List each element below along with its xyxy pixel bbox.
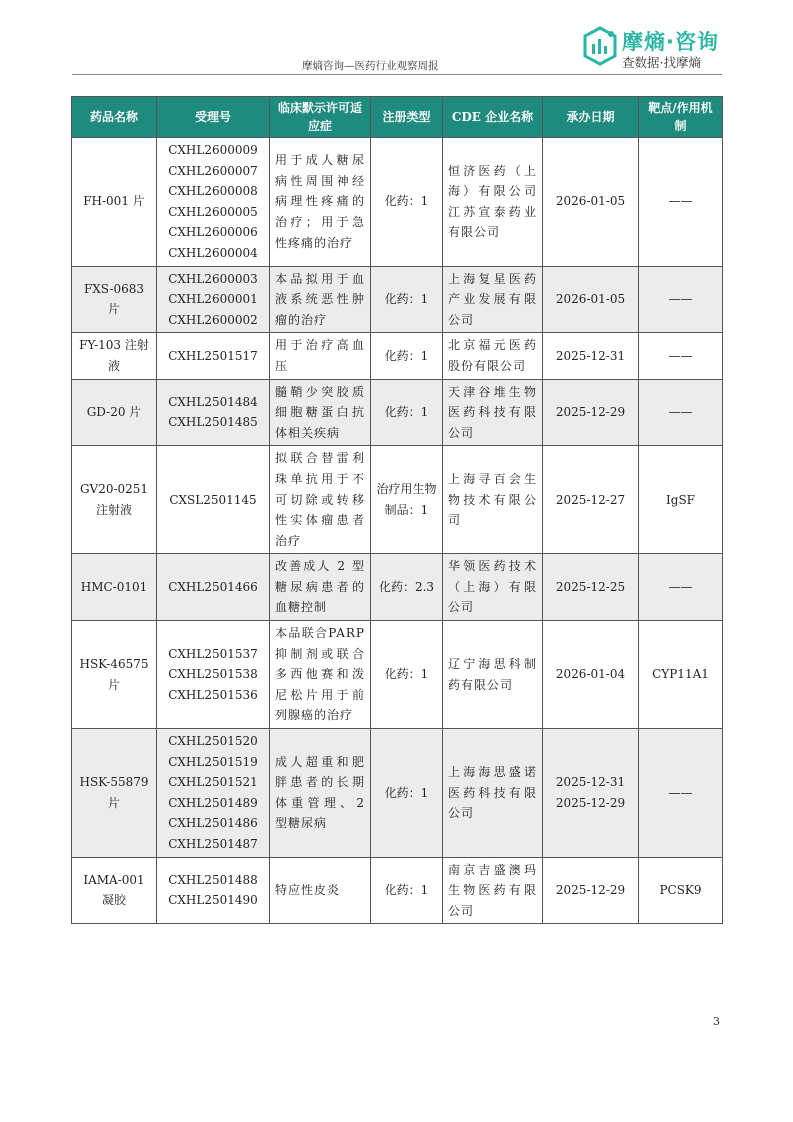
- date-cell: [543, 333, 639, 379]
- target-cell: ——: [639, 729, 723, 858]
- acceptance-code: CXHL2600007: [168, 163, 258, 178]
- indication-cell: 本品联合PARP 抑制剂或联合多西他赛和泼尼松片用于前列腺癌的治疗: [270, 621, 371, 729]
- col-header-target: 靶点/作用机制: [639, 97, 723, 138]
- company-cell: 天津谷堆生物医药科技有限公司: [443, 379, 543, 446]
- date-cell: [543, 857, 639, 924]
- company-cell: 上海复星医药产业发展有限公司: [443, 266, 543, 333]
- target-cell: ——: [639, 138, 723, 267]
- acceptance-code: CXHL2501484: [168, 394, 258, 409]
- acceptance-code: CXHL2600001: [168, 292, 258, 307]
- acceptance-code-cell: [157, 379, 270, 446]
- table-row: [72, 857, 723, 924]
- table-header-row: [72, 97, 723, 138]
- indication-cell: 拟联合替雷利珠单抗用于不可切除或转移性实体瘤患者治疗: [270, 446, 371, 554]
- indication-cell: 改善成人 2 型糖尿病患者的血糖控制: [270, 554, 371, 621]
- registration-type-cell: 化药：1: [371, 333, 443, 379]
- col-header-company: CDE 企业名称: [443, 97, 543, 138]
- logo-name: 摩熵·咨询: [622, 30, 719, 54]
- acceptance-code: CXHL2600002: [168, 312, 258, 327]
- date-cell: [543, 729, 639, 858]
- date-cell: [543, 138, 639, 267]
- drug-name-cell: FH-001 片: [72, 138, 157, 267]
- drug-name-cell: FY-103 注射液: [72, 333, 157, 379]
- date-cell: [543, 554, 639, 621]
- date-cell: [543, 266, 639, 333]
- indication-cell: 用于治疗高血压: [270, 333, 371, 379]
- registration-type-cell: 化药：1: [371, 857, 443, 924]
- acceptance-code-cell: [157, 857, 270, 924]
- col-header-date: 承办日期: [543, 97, 639, 138]
- acceptance-code: CXHL2501488: [168, 872, 258, 887]
- undertake-date: 2026-01-04: [555, 667, 626, 682]
- acceptance-code-cell: [157, 554, 270, 621]
- registration-type-cell: 化药：1: [371, 621, 443, 729]
- acceptance-code: CXHL2501520: [168, 734, 258, 749]
- table-row: [72, 333, 723, 379]
- acceptance-code: CXHL2501487: [168, 837, 258, 851]
- acceptance-code: CXHL2501485: [168, 415, 258, 430]
- company-cell: 华领医药技术（上海）有限公司: [443, 554, 543, 621]
- registration-type-cell: 治疗用生物制品：1: [371, 446, 443, 554]
- undertake-date: 2025-12-29: [555, 883, 626, 898]
- undertake-date: 2025-12-29: [555, 405, 626, 420]
- company-cell: 南京吉盛澳玛生物医药有限公司: [443, 857, 543, 924]
- undertake-date: 2025-12-31: [555, 775, 626, 790]
- col-header-drug: 药品名称: [72, 97, 157, 138]
- acceptance-code-cell: [157, 729, 270, 858]
- col-header-code: 受理号: [157, 97, 270, 138]
- logo-tagline: 查数据·找摩熵: [622, 55, 701, 70]
- drug-name-cell: IAMA-001 凝胶: [72, 857, 157, 924]
- acceptance-code: CXHL2600008: [168, 184, 258, 199]
- undertake-date: 2025-12-27: [555, 492, 626, 507]
- col-header-indication: 临床默示许可适应症: [270, 97, 371, 138]
- acceptance-code: CXHL2501537: [168, 646, 258, 661]
- table-row: [72, 379, 723, 446]
- undertake-date: 2026-01-05: [555, 194, 626, 209]
- indication-cell: 本品拟用于血液系统恶性肿瘤的治疗: [270, 266, 371, 333]
- logo-mark-icon: [582, 26, 618, 66]
- table-row: [72, 266, 723, 333]
- undertake-date: 2025-12-29: [555, 795, 626, 810]
- acceptance-code: CXSL2501145: [169, 492, 257, 507]
- company-cell: 辽宁海思科制药有限公司: [443, 621, 543, 729]
- acceptance-code: CXHL2501490: [168, 893, 258, 908]
- acceptance-code: CXHL2600009: [168, 143, 258, 157]
- indication-cell: 成人超重和肥胖患者的长期体重管理、2 型糖尿病: [270, 729, 371, 858]
- target-cell: CYP11A1: [639, 621, 723, 729]
- acceptance-code: CXHL2600003: [168, 271, 258, 286]
- drug-name-cell: HSK-46575 片: [72, 621, 157, 729]
- registration-type-cell: 化药：1: [371, 729, 443, 858]
- undertake-date: 2026-01-05: [555, 292, 626, 307]
- brand-logo: [582, 22, 722, 72]
- date-cell: [543, 379, 639, 446]
- drug-name-cell: HSK-55879 片: [72, 729, 157, 858]
- table-row: [72, 446, 723, 554]
- company-cell: 上海寻百会生物技术有限公司: [443, 446, 543, 554]
- target-cell: ——: [639, 554, 723, 621]
- acceptance-code: CXHL2501486: [168, 816, 258, 831]
- table-body: [72, 138, 723, 924]
- date-cell: [543, 446, 639, 554]
- page-number: 3: [713, 1015, 720, 1028]
- target-cell: IgSF: [639, 446, 723, 554]
- indication-cell: 用于成人糖尿病性周围神经病理性疼痛的治疗；用于急性疼痛的治疗: [270, 138, 371, 267]
- acceptance-code: CXHL2600004: [168, 245, 258, 260]
- drug-name-cell: FXS-0683 片: [72, 266, 157, 333]
- acceptance-code: CXHL2600005: [168, 204, 258, 219]
- drug-name-cell: GD-20 片: [72, 379, 157, 446]
- acceptance-code: CXHL2501521: [168, 775, 258, 790]
- acceptance-code: CXHL2501536: [168, 687, 258, 702]
- page-header: [72, 22, 722, 75]
- acceptance-code: CXHL2501538: [168, 667, 258, 682]
- registration-type-cell: 化药：1: [371, 266, 443, 333]
- table-row: [72, 138, 723, 267]
- company-cell: 上海海思盛诺医药科技有限公司: [443, 729, 543, 858]
- acceptance-code-cell: [157, 138, 270, 267]
- target-cell: ——: [639, 333, 723, 379]
- acceptance-code: CXHL2501466: [168, 579, 258, 594]
- registration-type-cell: 化药：1: [371, 138, 443, 267]
- col-header-reg-type: 注册类型: [371, 97, 443, 138]
- target-cell: ——: [639, 379, 723, 446]
- company-cell: 北京福元医药股份有限公司: [443, 333, 543, 379]
- target-cell: ——: [639, 266, 723, 333]
- drug-name-cell: HMC-0101: [72, 554, 157, 621]
- target-cell: PCSK9: [639, 857, 723, 924]
- drug-name-cell: GV20-0251 注射液: [72, 446, 157, 554]
- acceptance-code: CXHL2501519: [168, 754, 258, 769]
- registration-type-cell: 化药：2.3: [371, 554, 443, 621]
- indication-cell: 特应性皮炎: [270, 857, 371, 924]
- table-row: [72, 554, 723, 621]
- acceptance-code: CXHL2501489: [168, 795, 258, 810]
- acceptance-code-cell: [157, 621, 270, 729]
- acceptance-code-cell: [157, 446, 270, 554]
- acceptance-code-cell: [157, 333, 270, 379]
- acceptance-code: CXHL2501517: [168, 348, 258, 363]
- indication-cell: 髓鞘少突胶质细胞糖蛋白抗体相关疾病: [270, 379, 371, 446]
- undertake-date: 2025-12-31: [555, 348, 626, 363]
- acceptance-code-cell: [157, 266, 270, 333]
- undertake-date: 2025-12-25: [555, 579, 626, 594]
- report-title: 摩熵咨询—医药行业观察周报: [302, 60, 439, 72]
- drug-approval-table: [71, 96, 723, 924]
- table-row: [72, 729, 723, 858]
- date-cell: [543, 621, 639, 729]
- table-row: [72, 621, 723, 729]
- company-cell: 恒济医药（上海）有限公司 江苏宣泰药业有限公司: [443, 138, 543, 267]
- registration-type-cell: 化药：1: [371, 379, 443, 446]
- acceptance-code: CXHL2600006: [168, 225, 258, 240]
